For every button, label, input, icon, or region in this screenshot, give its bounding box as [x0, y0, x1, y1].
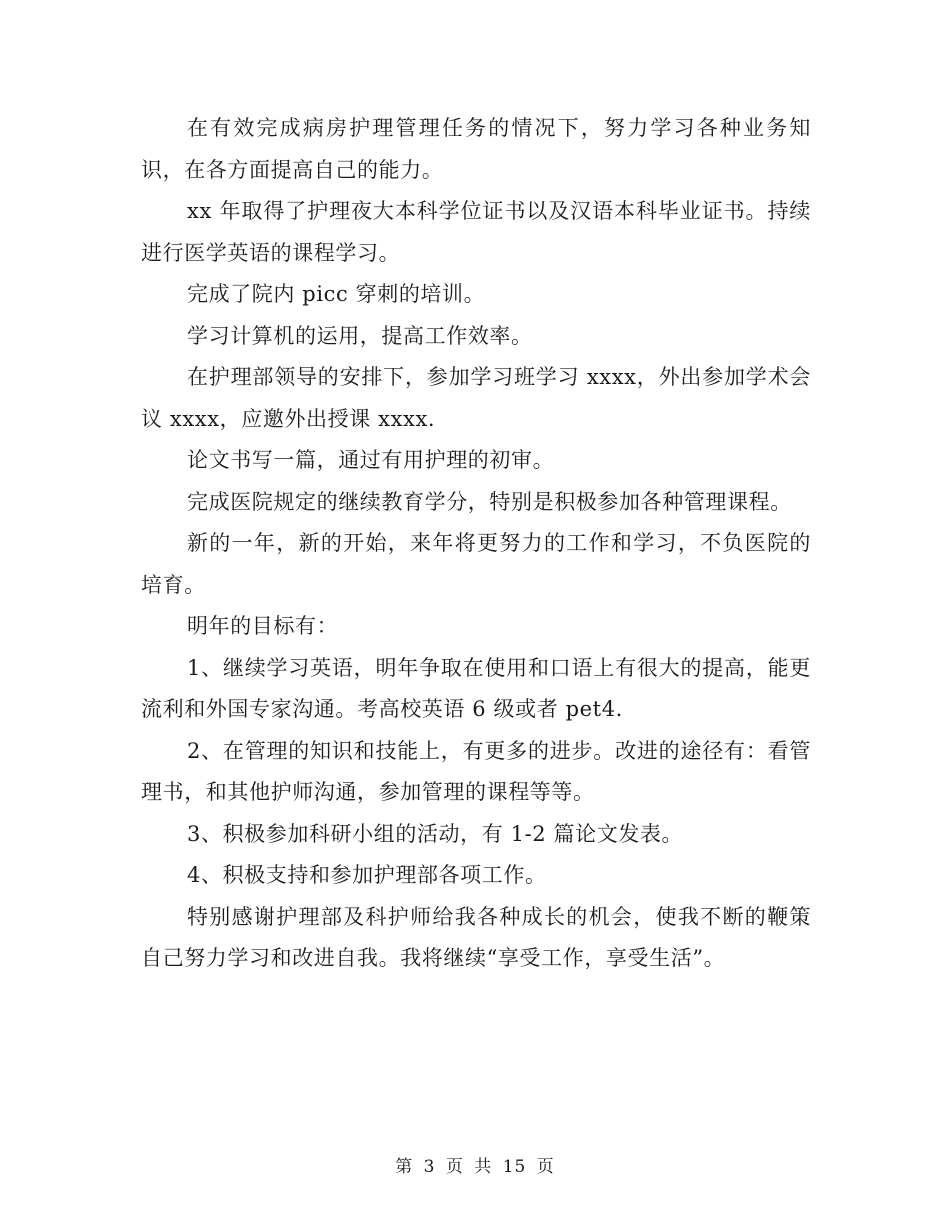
paragraph: xx 年取得了护理夜大本科学位证书以及汉语本科毕业证书。持续进行医学英语的课程学习。: [141, 199, 811, 265]
goal-item: 2、在管理的知识和技能上，有更多的进步。改进的途径有：看管理书，和其他护师沟通，参加管理的课程等等。: [141, 738, 811, 804]
paragraph: 完成了院内 picc 穿刺的培训。: [187, 282, 486, 306]
goal-item: 1、继续学习英语，明年争取在使用和口语上有很大的提高，能更流利和外国专家沟通。考高校英语 6 级或者 pet4.: [141, 655, 811, 721]
paragraph: 在护理部领导的安排下，参加学习班学习 xxxx，外出参加学术会议 xxxx，应邀外出授课 xxxx.: [141, 365, 811, 431]
paragraph: 学习计算机的运用，提高工作效率。: [187, 323, 533, 348]
paragraph: 新的一年，新的开始，来年将更努力的工作和学习，不负医院的培育。: [141, 531, 811, 597]
paragraph: 论文书写一篇，通过有用护理的初审。: [187, 448, 555, 472]
paragraph: 在有效完成病房护理管理任务的情况下，努力学习各种业务知识，在各方面提高自己的能力。: [141, 116, 811, 182]
paragraph: 明年的目标有：: [187, 614, 339, 638]
paragraph: 完成医院规定的继续教育学分，特别是积极参加各种管理课程。: [187, 489, 792, 514]
document-body: [141, 108, 811, 980]
page-number-footer: 第 3 页 共 15 页: [395, 1157, 555, 1177]
goal-item: 3、积极参加科研小组的活动，有 1-2 篇论文发表。: [187, 821, 684, 846]
goal-item: 4、积极支持和参加护理部各项工作。: [187, 863, 547, 887]
paragraph: 特别感谢护理部及科护师给我各种成长的机会，使我不断的鞭策自己努力学习和改进自我。我将继续“享受工作，享受生活”。: [141, 904, 811, 970]
